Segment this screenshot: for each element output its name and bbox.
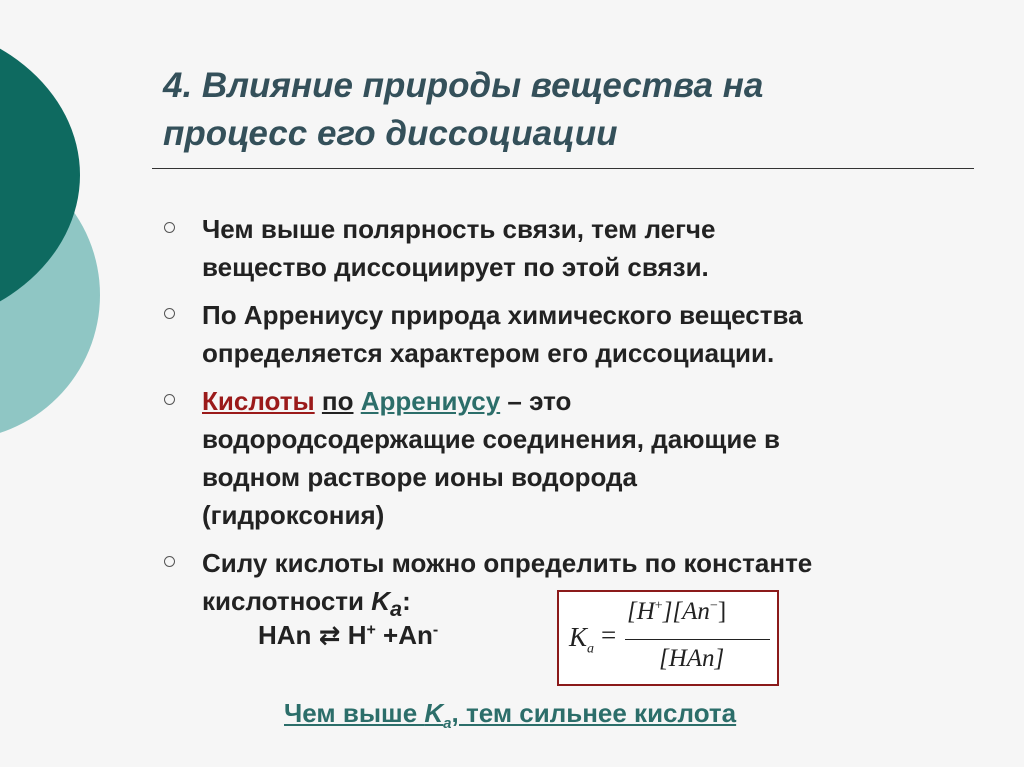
equation-reactant: HAn	[258, 620, 312, 650]
numerator-h: [H	[627, 598, 655, 625]
bullet-text-line: Чем выше полярность связи, тем легче	[202, 214, 716, 244]
bullet-arrhenius-nature	[162, 296, 982, 372]
numerator-h-charge: +	[654, 598, 663, 614]
ka-symbol	[371, 586, 403, 622]
arrhenius-link[interactable]: Аррениусу	[360, 386, 501, 416]
anion-charge: -	[432, 621, 439, 639]
circle-bullet-icon	[164, 222, 175, 233]
numerator-an-charge: −	[709, 598, 718, 614]
conclusion-suffix: , тем сильнее кислота	[451, 698, 737, 728]
conclusion-k-letter: K	[424, 698, 444, 728]
bullet-text-line: вещество диссоциирует по этой связи.	[202, 252, 709, 282]
formula-k-subscript: a	[587, 641, 595, 657]
bullet-text-tail: – это	[500, 386, 572, 416]
equation-plus: +	[375, 620, 399, 650]
formula-ka	[569, 622, 594, 657]
conclusion-link[interactable]	[284, 698, 736, 732]
bullet-text-suffix: :	[402, 586, 411, 616]
bullet-text-line: По Аррениусу природа химического вещества	[202, 300, 803, 330]
acids-link[interactable]: Кислоты	[202, 386, 315, 416]
ka-letter: K	[371, 586, 391, 616]
title-line-1: 4. Влияние природы вещества на	[163, 66, 764, 105]
formula-k-letter: K	[569, 622, 588, 652]
conclusion-ka	[424, 698, 452, 733]
circle-bullet-icon	[164, 308, 175, 319]
bullet-text-line: (гидроксония)	[202, 500, 385, 530]
bullet-list	[162, 210, 982, 638]
acidity-constant-formula	[557, 590, 779, 686]
dissociation-equation	[258, 620, 438, 651]
bullet-acids-definition	[162, 382, 982, 534]
bullet-text-prefix: кислотности	[202, 586, 372, 616]
circle-bullet-icon	[164, 556, 175, 567]
bullet-polarity	[162, 210, 982, 286]
formula-denominator	[659, 645, 724, 673]
conclusion-k-subscript: a	[443, 715, 452, 733]
title-divider	[152, 168, 974, 169]
bullet-text-line: Силу кислоты можно определить по константе	[202, 548, 813, 578]
conclusion-prefix: Чем выше	[284, 698, 425, 728]
formula-numerator	[627, 598, 726, 626]
bullet-text-line: определяется характером его диссоциации.	[202, 338, 775, 368]
ka-subscript: a	[390, 596, 403, 622]
numerator-close: ]	[717, 598, 727, 625]
circle-bullet-icon	[164, 394, 175, 405]
slide-title	[163, 62, 963, 158]
title-line-2: процесс его диссоциации	[163, 114, 618, 153]
numerator-an: ][An	[662, 598, 710, 625]
equation-hydrogen-ion: H	[347, 620, 367, 650]
fraction-bar	[625, 639, 770, 640]
bullet-text-line: водном растворе ионы водорода	[202, 462, 637, 492]
formula-equals: =	[601, 620, 617, 650]
bullet-text-line	[202, 382, 982, 420]
denominator-han: [HAn]	[659, 645, 725, 672]
equation-anion: An	[398, 620, 433, 650]
bullet-text-line: водородсодержащие соединения, дающие в	[202, 424, 780, 454]
equilibrium-arrow-icon: ⇄	[318, 620, 341, 650]
by-link[interactable]: по	[321, 386, 354, 416]
hydrogen-charge: +	[366, 621, 376, 639]
